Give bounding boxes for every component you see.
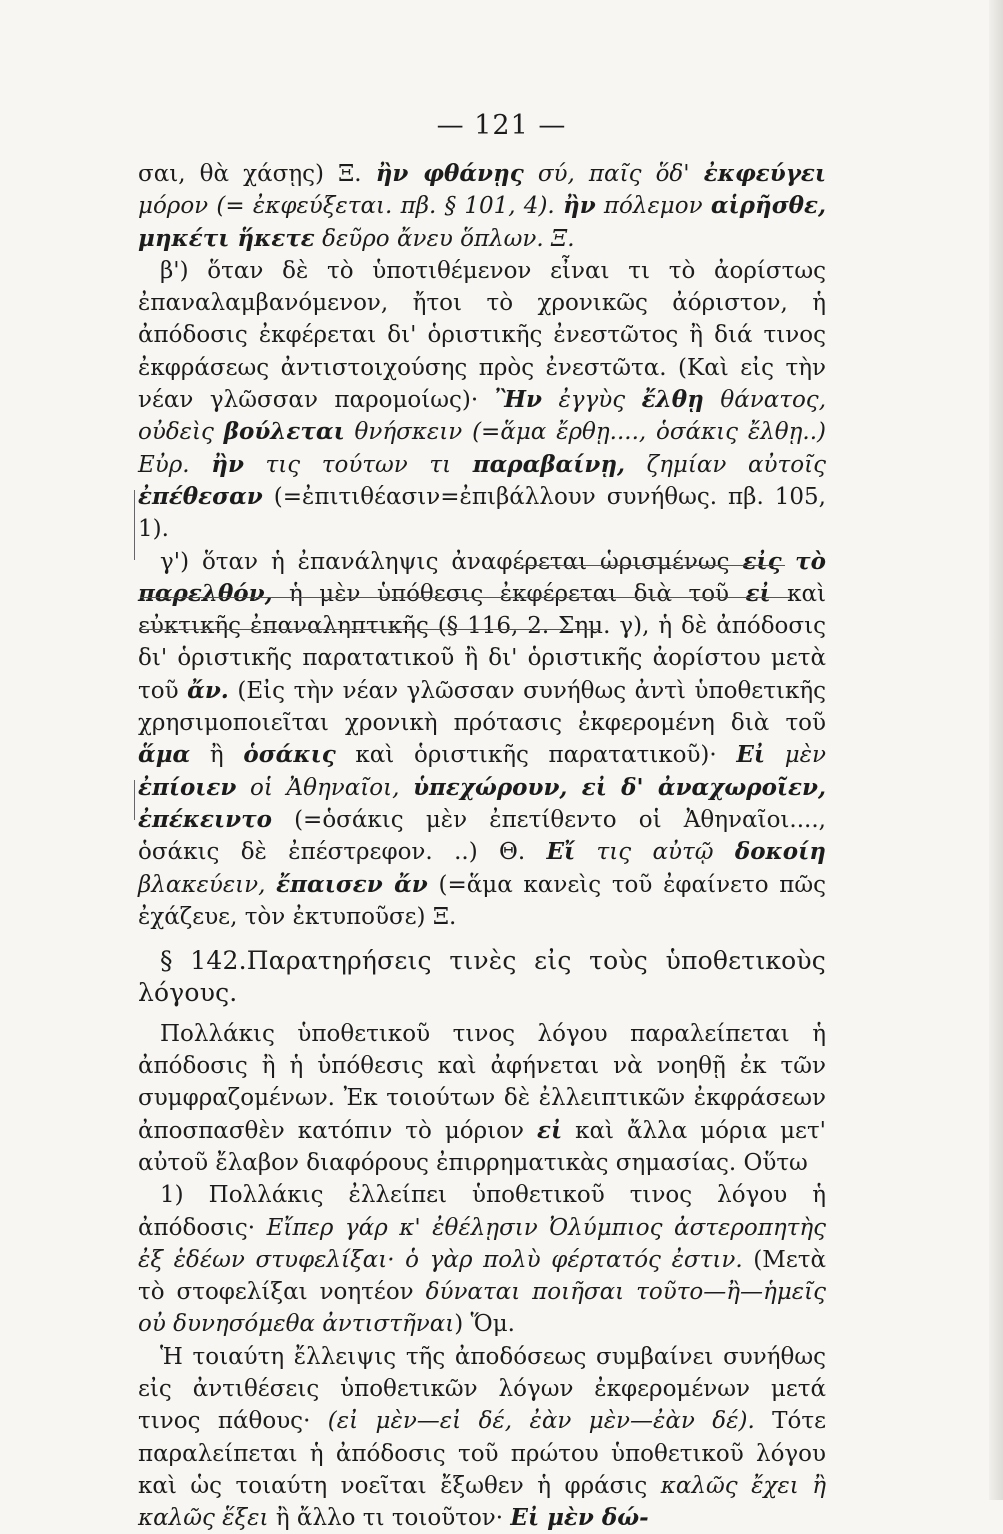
pencil-underline (140, 597, 790, 598)
paragraph-ellipsis: Ἡ τοιαύτη ἔλλειψις τῆς ἀποδόσεως συμβαίνει συνήθως εἰς ἀντιθέσεις ὑποθετικῶν λόγων ἐκφερομένων μετά τινος πάθους· (εἰ μὲν—εἰ δέ, ἐὰν μὲν—ἐὰν δέ). Τότε παραλείπεται ἡ ἀπόδοσις τοῦ πρώτου ὑποθετικοῦ λόγου καὶ ὡς τοιαύτη νοεῖται ἔξωθεν ἡ φράσις καλῶς ἔχει ἢ καλῶς ἕξει ἢ ἄλλο τι τοιοῦτον· Εἰ μὲν δώ- (138, 1343, 827, 1532)
paragraph-continuation: σαι, θὰ χάσῃς) Ξ. ἢν φθάνῃς σύ, παῖς ὅδ' ἐκφεύγει μόρον (= ἐκφεύξεται. πβ. § 101, 4). ἢν πόλεμον αἱρῆσθε, μηκέτι ἥκετε δεῦρο ἄνευ ὅπλων. Ξ. (138, 160, 826, 252)
section-heading: § 142.Παρατηρήσεις τινὲς εἰς τοὺς ὑποθετικοὺς λόγους. (138, 946, 826, 1008)
page-number: — 121 — (436, 110, 567, 141)
paragraph-gamma: γ') ὅταν ἡ ἐπανάληψις ἀναφέρεται ὡρισμένως εἰς τὸ παρελθόν, ἡ μὲν ὑπόθεσις ἐκφέρεται διὰ τοῦ εἰ καὶ εὐκτικῆς ἐπαναληπτικῆς (§ 116, 2. Σημ. γ), ἡ δὲ ἀπόδοσις δι' ὁριστικῆς παρατατικοῦ ἢ δι' ὁριστικῆς ἀορίστου μετὰ τοῦ ἄν. (Εἰς τὴν νέαν γλῶσσαν συνήθως ἀντὶ ὑποθετικῆς χρησιμοποιεῖται χρονικὴ πρότασις ἐκφερομένη διὰ τοῦ ἅμα ἢ ὁσάκις καὶ ὁριστικῆς παρατατικοῦ)· Εἰ μὲν ἐπίοιεν οἱ Ἀθηναῖοι, ὑπεχώρουν, εἰ δ' ἀναχωροῖεν, ἐπέκειντο (=ὁσάκις μὲν ἐπετίθεντο οἱ Ἀθηναῖοι...., ὁσάκις δὲ ἐπέστρεφον. ..) Θ. Εἴ τις αὐτῷ δοκοίη βλακεύειν, ἔπαισεν ἄν (=ἅμα κανεὶς τοῦ ἐφαίνετο πῶς ἐχάζευε, τὸν ἐκτυποῦσε) Ξ. (138, 547, 827, 930)
pencil-underline (140, 629, 600, 630)
pencil-underline (520, 565, 785, 566)
book-page-text (138, 158, 826, 1534)
paragraph-beta: β') ὅταν δὲ τὸ ὑποτιθέμενον εἶναι τι τὸ ἀορίστως ἐπαναλαμβανόμενον, ἤτοι τὸ χρονικῶς ἀόριστον, ἡ ἀπόδοσις ἐκφέρεται δι' ὁριστικῆς ἐνεστῶτος ἢ διά τινος ἐκφράσεως ἀντιστοιχούσης πρὸς ἐνεστῶτα. (Καὶ εἰς τὴν νέαν γλῶσσαν παρομοίως)· Ἢν ἐγγὺς ἔλθῃ θάνατος, οὐδεὶς βούλεται θνήσκειν (=ἅμα ἔρθῃ...., ὁσάκις ἔλθῃ..) Εὐρ. ἢν τις τούτων τι παραβαίνῃ, ζημίαν αὐτοῖς ἐπέθεσαν (=ἐπιτιθέασιν=ἐπιβάλλουν συνήθως. πβ. 105, 1). (138, 257, 827, 543)
paragraph-point-1: 1) Πολλάκις ἐλλείπει ὑποθετικοῦ τινος λόγου ἡ ἀπόδοσις· Εἴπερ γάρ κ' ἐθέλῃσιν Ὀλύμπιος ἀστεροπητὴς ἐξ ἑδέων στυφελίξαι· ὁ γὰρ πολὺ φέρτατός ἐστιν. (Μετὰ τὸ στοφελίξαι νοητέον δύναται ποιῆσαι τοῦτο—ἢ—ἡμεῖς οὐ δυνησόμεθα ἀντιστῆναι) Ὅμ. (138, 1182, 827, 1338)
pencil-margin-bracket (134, 780, 135, 820)
pencil-margin-bracket (134, 490, 135, 560)
page-edge-shadow (989, 0, 1003, 1500)
paragraph-intro: Πολλάκις ὑποθετικοῦ τινος λόγου παραλείπεται ἡ ἀπόδοσις ἢ ἡ ὑπόθεσις καὶ ἀφήνεται νὰ νοηθῇ ἐκ τῶν συμφραζομένων. Ἐκ τοιούτων δὲ ἐλλειπτικῶν ἐκφράσεων ἀποσπασθὲν κατόπιν τὸ μόριον εἰ καὶ ἄλλα μόρια μετ' αὐτοῦ ἔλαβον διαφόρους ἐπιρρηματικὰς σημασίας. Οὕτω (138, 1020, 826, 1176)
